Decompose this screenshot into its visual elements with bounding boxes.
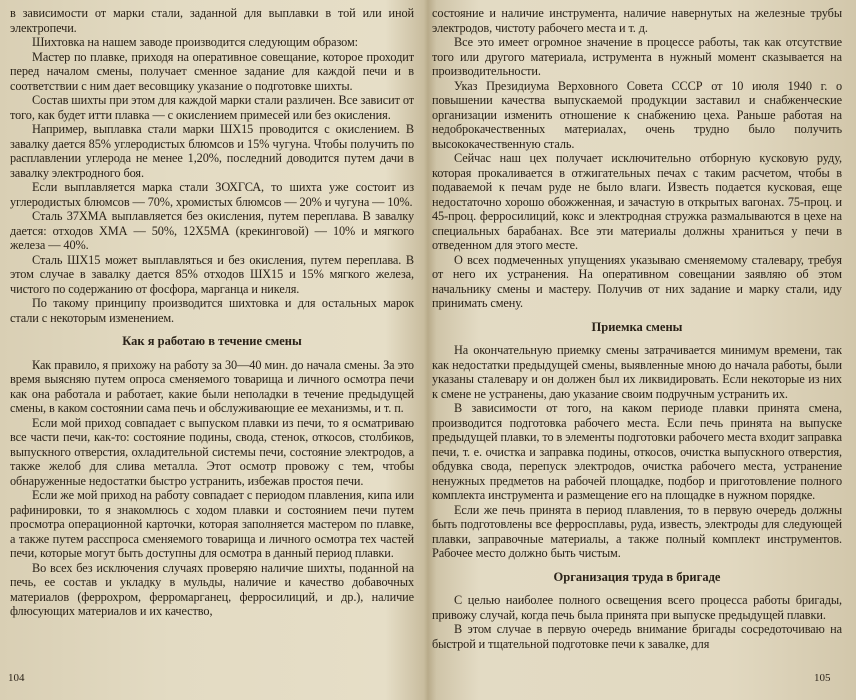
section-heading-brigade-organization: Организация труда в бригаде <box>553 569 721 584</box>
paragraph: Сталь ШХ15 может выплавляться и без окисления, путем переплава. В этом случае в завалку дается 85% отходов ШХ15 и 15% мягкого железа, чистого по содержанию от фосфора, марганца и никеля. <box>10 252 414 296</box>
left-page <box>10 6 414 690</box>
paragraph: В зависимости от того, на каком периоде плавки принята смена, производится подготовка рабочего места. Если печь принята на выпуске предыдущей плавки, то в элементы подготовки рабочего места входит заправка печи, т. е. очистка и заправка подины, откосов, очистка выпускного отверстия, обдувка свода, перепуск электродов, очистка рабочего места, устранение ненужных предметов на рабочей площадке, подбор и приготовление полного комплекта инструмента и размещение его на площадке в нужном порядке. <box>432 401 842 502</box>
paragraph: Указ Президиума Верховного Совета СССР от 10 июля 1940 г. о повышении качества выпускаемой продукции заставил и снабженческие организации изменить отношение к снабжению цеха. Раньше работая на недоброкачественных материалах, очень трудно было получить высококачественную сталь. <box>432 78 842 151</box>
left-paragraphs-b <box>10 358 414 619</box>
paragraph: Если же мой приход на работу совпадает с периодом плавления, кипа или рафинировки, то я знакомлюсь с ходом плавки и состоянием печи путем просмотра операционной карточки, которая заполняется мастером по плавке, а также путем расспроса сменяемого товарища и личного осмотра тех частей печи, которые могут быть доступны для осмотра в данный период плавки. <box>10 488 414 560</box>
section-heading-work-during-shift: Как я работаю в течение смены <box>122 334 302 348</box>
paragraph: в зависимости от марки стали, заданной для выплавки в той или иной электропечи. <box>10 6 414 35</box>
paragraph: Если выплавляется марка стали ЗОХГСА, то шихта уже состоит из углеродистых блюмсов — 70%, хромистых блюмсов — 20% и чугуна — 10%. <box>10 180 414 209</box>
paragraph: Если же печь принята в период плавления, то в первую очередь должны быть подготовлены все ферросплавы, руда, известь, электроды для следующей плавки, заправочные материалы, а также полный комплект инструментов. Рабочее место должно быть чистым. <box>432 502 842 560</box>
paragraph: Шихтовка на нашем заводе производится следующим образом: <box>32 35 358 49</box>
right-paragraphs-b <box>432 343 842 561</box>
section-heading-shift-acceptance: Приемка смены <box>591 319 683 334</box>
left-paragraphs-a <box>10 6 414 325</box>
paragraph: На окончательную приемку смены затрачивается минимум времени, так как недостатки предыдущей смены, выявленные мною до начала работы, были указаны сталевару и он должен был их ликвидировать. Если некоторые из них к смене не устранены, даю указание своим подручным устранить их. <box>432 343 842 401</box>
right-page <box>432 6 842 690</box>
paragraph: Все это имеет огромное значение в процессе работы, так как отсутствие того или другого материала, иструмента в нужный момент сказывается на производительности. <box>432 35 842 78</box>
paragraph: По такому принципу производится шихтовка и для остальных марок стали с некоторым изменением. <box>10 296 414 325</box>
paragraph: Мастер по плавке, приходя на оперативное совещание, которое проходит перед началом смены, получает сменное задание для каждой печи и в соответствии с ним дает весовщику указание о подготовке шихты. <box>10 49 414 93</box>
paragraph: Если мой приход совпадает с выпуском плавки из печи, то я осматриваю все части печи, как-то: состояние подины, свода, стенок, откосов, столбиков, выпускного отверстия, охладительной системы печи, состояние электродов, а также желоб для слива металла. Этот осмотр провожу с тем, чтобы обнаруженные недостатки быстро устранить, избежав простоя печи. <box>10 415 414 488</box>
paragraph: Например, выплавка стали марки ШХ15 проводится с окислением. В завалку дается 85% углеродистых блюмсов и 15% чугуна. Чтобы получить по расплавлении углерода не менее 1,20%, последний доводится путем дачи в завалку электродного боя. <box>10 122 414 180</box>
page-number-left: 104 <box>8 672 25 684</box>
paragraph: С целью наиболее полного освещения всего процесса работы бригады, привожу случай, когда печь была принята при выпуске предыдущей плавки. <box>432 593 842 622</box>
paragraph: О всех подмеченных упущениях указываю сменяемому сталевару, требуя от него их устранения. На оперативном совещании заявляю об этом начальнику смены и мастеру. Получив от них задание и марку стали, иду принимать смену. <box>432 252 842 310</box>
paragraph: Во всех без исключения случаях проверяю наличие шихты, поданной на печь, ее состав и укладку в мульды, наличие и качество добавочных материалов (феррохром, ферромарганец, ферросилиций, и др.), наличие флюсующих материалов и их качество, <box>10 560 414 618</box>
right-paragraphs-a <box>432 6 842 311</box>
paragraph: Сталь 37ХМА выплавляется без окисления, путем переплава. В завалку дается: отходов ХМА — 50%, 12Х5МА (крекинговой) — 10% и мягкого железа — 40%. <box>10 209 414 252</box>
paragraph: Состав шихты при этом для каждой марки стали различен. Все зависит от того, как будет итти плавка — с окислением примесей или без окисления. <box>10 93 414 122</box>
page-number-right: 105 <box>814 672 831 684</box>
right-paragraphs-c <box>432 593 842 651</box>
paragraph: В этом случае в первую очередь внимание бригады сосредоточиваю на быстрой и тщательной подготовке печи к завалке, для <box>432 622 842 651</box>
paragraph: состояние и наличие инструмента, наличие навернутых на железные трубы электродов, чистоту рабочего места и т. д. <box>432 6 842 35</box>
paragraph: Сейчас наш цех получает исключительно отборную кусковую руду, которая прокаливается в отжигательных печах с таким расчетом, чтобы в подаваемой к печам руде не было влаги. Известь подается кусковая, еще недостаточно хорошо обожженная, и зачастую в открытых вагонах. 75-проц. и 45-проц. ферросилиций, кокс и электродная стружка размалываются в цехе на специальных барабанах. Все эти материалы должны храниться у печи в отведенном для этого месте. <box>432 151 842 252</box>
paragraph: Как правило, я прихожу на работу за 30—40 мин. до начала смены. За это время выясняю путем опроса сменяемого товарища и личного осмотра печи как она работала и работает, какие были неполадки в течение предыдущей смены, в каком состоянии сама печь и обслуживающие ее механизмы, и т. п. <box>10 357 414 415</box>
